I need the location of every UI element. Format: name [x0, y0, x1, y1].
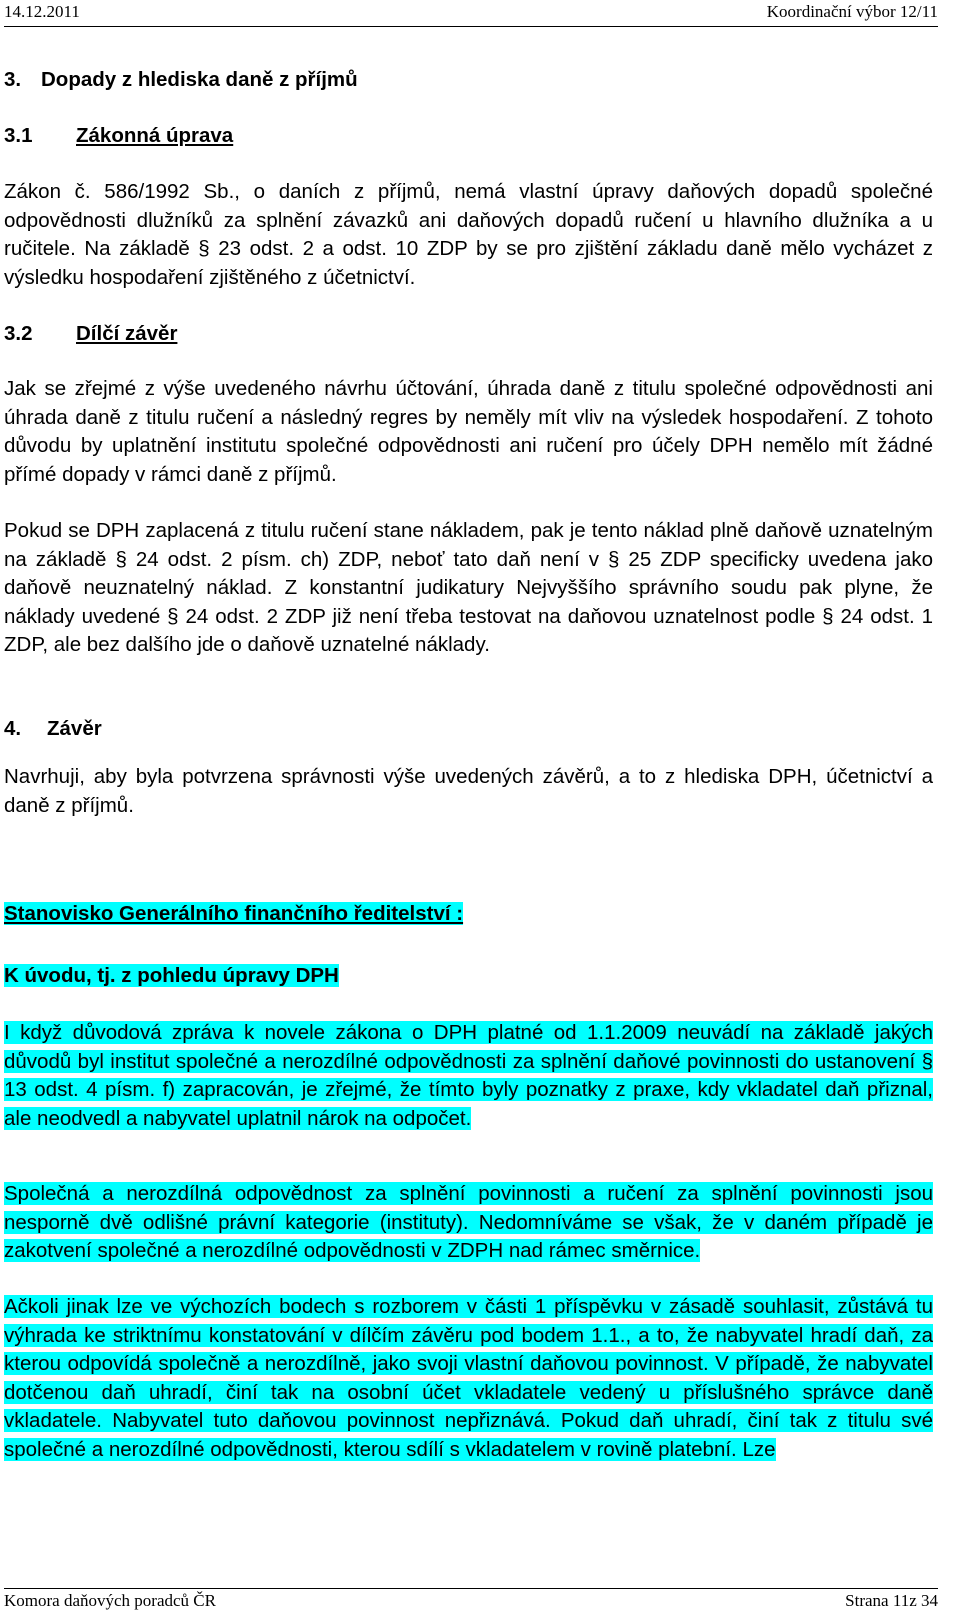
subsection-3-1-title: Zákonná úprava [76, 124, 234, 147]
paragraph-partial-conclusion: Jak se zřejmé z výše uvedeného návrhu účtování, úhrada daně z titulu společné odpovědnosti ani úhrada daně z titulu ručení a následný regres by neměly mít vliv na výsledek hospodaření. Z tohoto důvodu by uplatnění institutu společné odpovědnosti ani ručení pro účely DPH nemělo mít žádné přímé dopady v rámci daně z příjmů. [4, 377, 933, 486]
paragraph-gfr-reservation [4, 1293, 933, 1464]
header-committee: Koordinační výbor 12/11 [766, 2, 938, 21]
gfr-subtitle [4, 962, 339, 990]
section-4-heading [4, 715, 102, 743]
subsection-3-2-title: Dílčí závěr [76, 322, 178, 345]
gfr-reservation-text: Ačkoli jinak lze ve výchozích bodech s rozborem v části 1 příspěvku v zásadě souhlasit, zůstává tu výhrada ke striktnímu konstatování v dílčím závěru pod bodem 1.1., a to, že nabyvatel hradí daň, za kterou odpovídá společně a nerozdílně, jako svoji vlastní daňovou povinnost. V případě, že nabyvatel dotčenou daň uhradí, činí tak na osobní účet vkladatele vedený u příslušného správce daně vkladatele. Nabyvatel tuto daňovou povinnost nepřiznává. Pokud daň uhradí, činí tak z titulu své společné a nerozdílné odpovědnosti, kterou sdílí s vkladatelem v rovině platební. Lze [4, 1295, 933, 1461]
gfr-statement-title [4, 900, 463, 928]
section-4-title: Závěr [47, 717, 102, 740]
page-header [4, 2, 938, 27]
paragraph-deductibility: Pokud se DPH zaplacená z titulu ručení stane nákladem, pak je tento náklad plně daňově uznatelným na základě § 24 odst. 2 písm. ch) ZDP, neboť tato daň není v § 25 ZDP specificky uvedena jako daňově neuznatelný náklad. Z konstantní judikatury Nejvyššího správního soudu pak plyne, že náklady uvedené § 24 odst. 2 ZDP již není třeba testovat na daňovou uznatelnost podle § 24 odst. 1 ZDP, ale bez dalšího jde o daňově uznatelné náklady. [4, 519, 933, 656]
subsection-3-1-heading [4, 122, 233, 150]
footer-page-number: Strana 11z 34 [845, 1591, 938, 1610]
page-footer [4, 1588, 938, 1613]
footer-organization: Komora daňových poradců ČR [4, 1591, 216, 1610]
paragraph-legal-basis: Zákon č. 586/1992 Sb., o daních z příjmů, nemá vlastní úpravy daňových dopadů společné odpovědnosti dlužníků za splnění závazků ani daňových dopadů ručení u hlavního dlužníka a u ručitele. Na základě § 23 odst. 2 a odst. 10 ZDP by se pro zjištění základu daně mělo vycházet z výsledku hospodaření zjištěného z účetnictví. [4, 180, 933, 289]
subsection-3-2-number: 3.2 [4, 322, 33, 345]
paragraph-gfr-intro [4, 1019, 933, 1133]
section-4-number: 4. [4, 717, 22, 740]
subsection-3-2-heading [4, 320, 177, 348]
paragraph-gfr-liability [4, 1180, 933, 1266]
gfr-intro-text: I když důvodová zpráva k novele zákona o DPH platné od 1.1.2009 neuvádí na základě jakých důvodů byl institut společné a nerozdílné odpovědnosti za splnění daňové povinnosti do ustanovení § 13 odst. 4 písm. f) zapracován, je zřejmé, že tímto byly poznatky z praxe, kdy vkladatel daň přiznal, ale neodvedl a nabyvatel uplatnil nárok na odpočet. [4, 1021, 933, 1130]
section-3-title: Dopady z hlediska daně z příjmů [41, 68, 358, 91]
subsection-3-1-number: 3.1 [4, 124, 33, 147]
gfr-liability-text: Společná a nerozdílná odpovědnost za splnění povinnosti a ručení za splnění povinnosti jsou nesporně dvě odlišné právní kategorie (instituty). Nedomníváme se však, že v daném případě je zakotvení společné a nerozdílné odpovědnosti v ZDPH nad rámec směrnice. [4, 1182, 933, 1262]
header-date: 14.12.2011 [4, 2, 80, 21]
gfr-subtitle-text: K úvodu, tj. z pohledu úpravy DPH [4, 964, 339, 987]
section-3-heading [4, 66, 358, 94]
section-3-number: 3. [4, 68, 22, 91]
paragraph-proposal: Navrhuji, aby byla potvrzena správnosti výše uvedených závěrů, a to z hlediska DPH, účetnictví a daně z příjmů. [4, 765, 933, 817]
gfr-title-text: Stanovisko Generálního finančního ředitelství : [4, 902, 464, 925]
